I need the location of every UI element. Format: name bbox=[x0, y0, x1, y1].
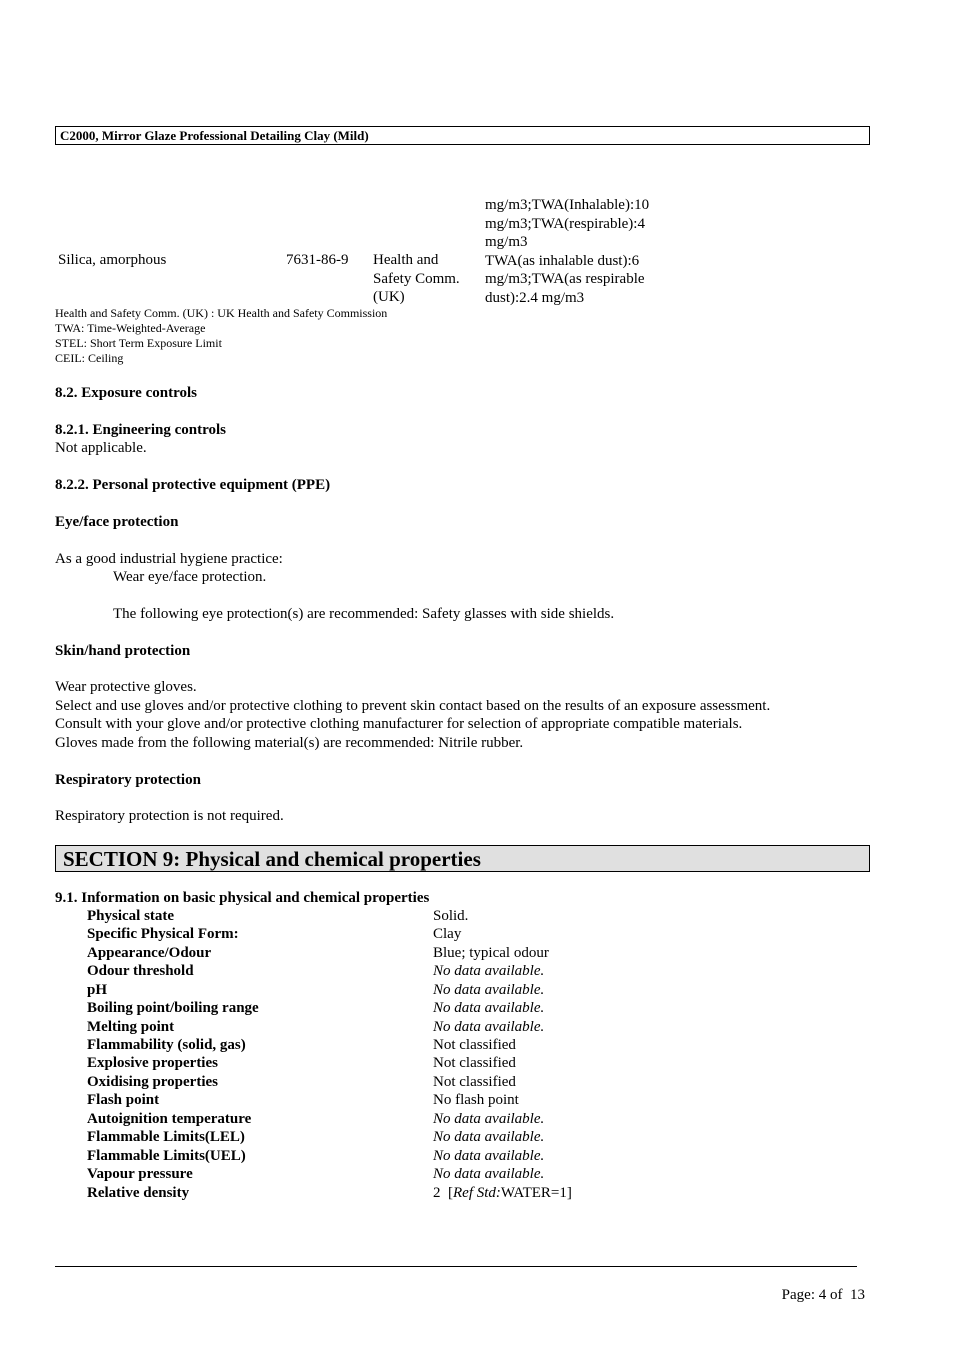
skin-protection-text bbox=[55, 678, 855, 752]
property-row bbox=[87, 1091, 787, 1110]
property-row bbox=[87, 1073, 787, 1092]
property-value: No data available. bbox=[433, 1018, 545, 1035]
property-row bbox=[87, 1054, 787, 1073]
skin-line: Consult with your glove and/or protective clothing manufacturer for selection of appropriate compatible materials. bbox=[55, 716, 743, 732]
ppe-heading: 8.2.2. Personal protective equipment (PPE) bbox=[55, 477, 331, 493]
engineering-controls-heading: 8.2.1. Engineering controls bbox=[55, 422, 226, 438]
eye-protection-recommendation: The following eye protection(s) are recommended: Safety glasses with side shields. bbox=[113, 606, 615, 622]
limit-line: mg/m3;TWA(Inhalable):10 bbox=[485, 197, 650, 213]
footer-rule bbox=[55, 1266, 857, 1267]
property-value: No flash point bbox=[433, 1092, 519, 1109]
eye-protection-heading: Eye/face protection bbox=[55, 514, 179, 530]
property-row bbox=[87, 1018, 787, 1037]
property-value: No data available. bbox=[433, 981, 545, 998]
property-label: Relative density bbox=[87, 1185, 190, 1201]
property-value: Blue; typical odour bbox=[433, 944, 549, 961]
limit-line: mg/m3;TWA(as respirable bbox=[485, 271, 645, 287]
property-value: No data available. bbox=[433, 1147, 545, 1164]
exposure-controls-heading: 8.2. Exposure controls bbox=[55, 385, 197, 401]
eye-protection-intro: As a good industrial hygiene practice: bbox=[55, 551, 283, 567]
agency-line: Safety Comm. bbox=[373, 270, 460, 287]
property-row bbox=[87, 907, 787, 926]
property-value: Not classified bbox=[433, 1073, 516, 1090]
property-row bbox=[87, 1184, 787, 1203]
property-label: Autoignition temperature bbox=[87, 1110, 252, 1127]
document-title-bar bbox=[55, 126, 870, 145]
limit-line: dust):2.4 mg/m3 bbox=[485, 289, 585, 306]
property-row bbox=[87, 1165, 787, 1184]
limit-line: mg/m3;TWA(respirable):4 bbox=[485, 215, 645, 232]
eye-protection-item: Wear eye/face protection. bbox=[113, 569, 267, 585]
exposure-limit-cell bbox=[485, 196, 725, 307]
engineering-controls-text: Not applicable. bbox=[55, 440, 147, 456]
agency-line: (UK) bbox=[373, 289, 405, 305]
density-value: 2 [ bbox=[433, 1185, 453, 1201]
property-label: Flammability (solid, gas) bbox=[87, 1037, 246, 1053]
property-label: Physical state bbox=[87, 908, 175, 924]
property-value: No data available. bbox=[433, 1110, 545, 1127]
property-row bbox=[87, 925, 787, 944]
property-value: Clay bbox=[433, 926, 462, 943]
property-label: Boiling point/boiling range bbox=[87, 1000, 259, 1017]
property-label: Flash point bbox=[87, 1092, 160, 1109]
property-value: No data available. bbox=[433, 1166, 545, 1183]
property-row bbox=[87, 1128, 787, 1147]
property-label: Flammable Limits(LEL) bbox=[87, 1129, 245, 1146]
cas-number: 7631-86-9 bbox=[286, 252, 349, 268]
property-row bbox=[87, 1147, 787, 1166]
section-9-1-heading: 9.1. Information on basic physical and chemical properties bbox=[55, 890, 430, 906]
property-label: Explosive properties bbox=[87, 1055, 218, 1072]
property-value: Solid. bbox=[433, 908, 469, 924]
limit-line: mg/m3 bbox=[485, 234, 528, 250]
respiratory-protection-heading: Respiratory protection bbox=[55, 772, 201, 788]
property-label: Specific Physical Form: bbox=[87, 926, 239, 943]
property-value: No data available. bbox=[433, 963, 545, 980]
property-row bbox=[87, 944, 787, 963]
section-9-title: SECTION 9: Physical and chemical properties bbox=[55, 845, 870, 872]
property-row bbox=[87, 981, 787, 1000]
property-label: Melting point bbox=[87, 1018, 175, 1035]
property-row bbox=[87, 1110, 787, 1129]
skin-line: Gloves made from the following material(s) are recommended: Nitrile rubber. bbox=[55, 734, 524, 751]
ref-std-value: WATER=1] bbox=[500, 1185, 572, 1201]
ref-std-label: Ref Std: bbox=[453, 1185, 501, 1201]
respiratory-protection-text: Respiratory protection is not required. bbox=[55, 808, 284, 824]
skin-line: Wear protective gloves. bbox=[55, 679, 197, 695]
abbreviation: Health and Safety Comm. (UK) : UK Health and Safety Commission bbox=[55, 306, 388, 320]
property-label: Appearance/Odour bbox=[87, 944, 212, 961]
limit-line: TWA(as inhalable dust):6 bbox=[485, 252, 640, 269]
property-value: Not classified bbox=[433, 1055, 516, 1072]
property-value bbox=[433, 1184, 572, 1203]
property-label: pH bbox=[87, 981, 108, 998]
skin-protection-heading: Skin/hand protection bbox=[55, 643, 191, 659]
abbreviation: TWA: Time-Weighted-Average bbox=[55, 321, 206, 335]
property-value: No data available. bbox=[433, 1000, 545, 1017]
skin-line: Select and use gloves and/or protective clothing to prevent skin contact based on the results of an exposure assessment. bbox=[55, 697, 771, 714]
property-row bbox=[87, 999, 787, 1018]
agency-line: Health and bbox=[373, 252, 439, 268]
property-value: Not classified bbox=[433, 1037, 516, 1053]
ingredient-name: Silica, amorphous bbox=[58, 252, 167, 268]
abbreviation: CEIL: Ceiling bbox=[55, 351, 124, 365]
property-row bbox=[87, 962, 787, 981]
abbreviation: STEL: Short Term Exposure Limit bbox=[55, 336, 222, 350]
property-label: Odour threshold bbox=[87, 963, 194, 980]
agency-cell bbox=[373, 251, 483, 307]
property-label: Flammable Limits(UEL) bbox=[87, 1147, 246, 1164]
property-label: Oxidising properties bbox=[87, 1073, 218, 1090]
property-row bbox=[87, 1036, 787, 1055]
property-label: Vapour pressure bbox=[87, 1166, 193, 1183]
product-title: C2000, Mirror Glaze Professional Detailing Clay (Mild) bbox=[60, 128, 369, 143]
property-value: No data available. bbox=[433, 1129, 545, 1146]
abbreviation-list bbox=[55, 306, 387, 366]
page-number: Page: 4 of 13 bbox=[781, 1287, 865, 1303]
